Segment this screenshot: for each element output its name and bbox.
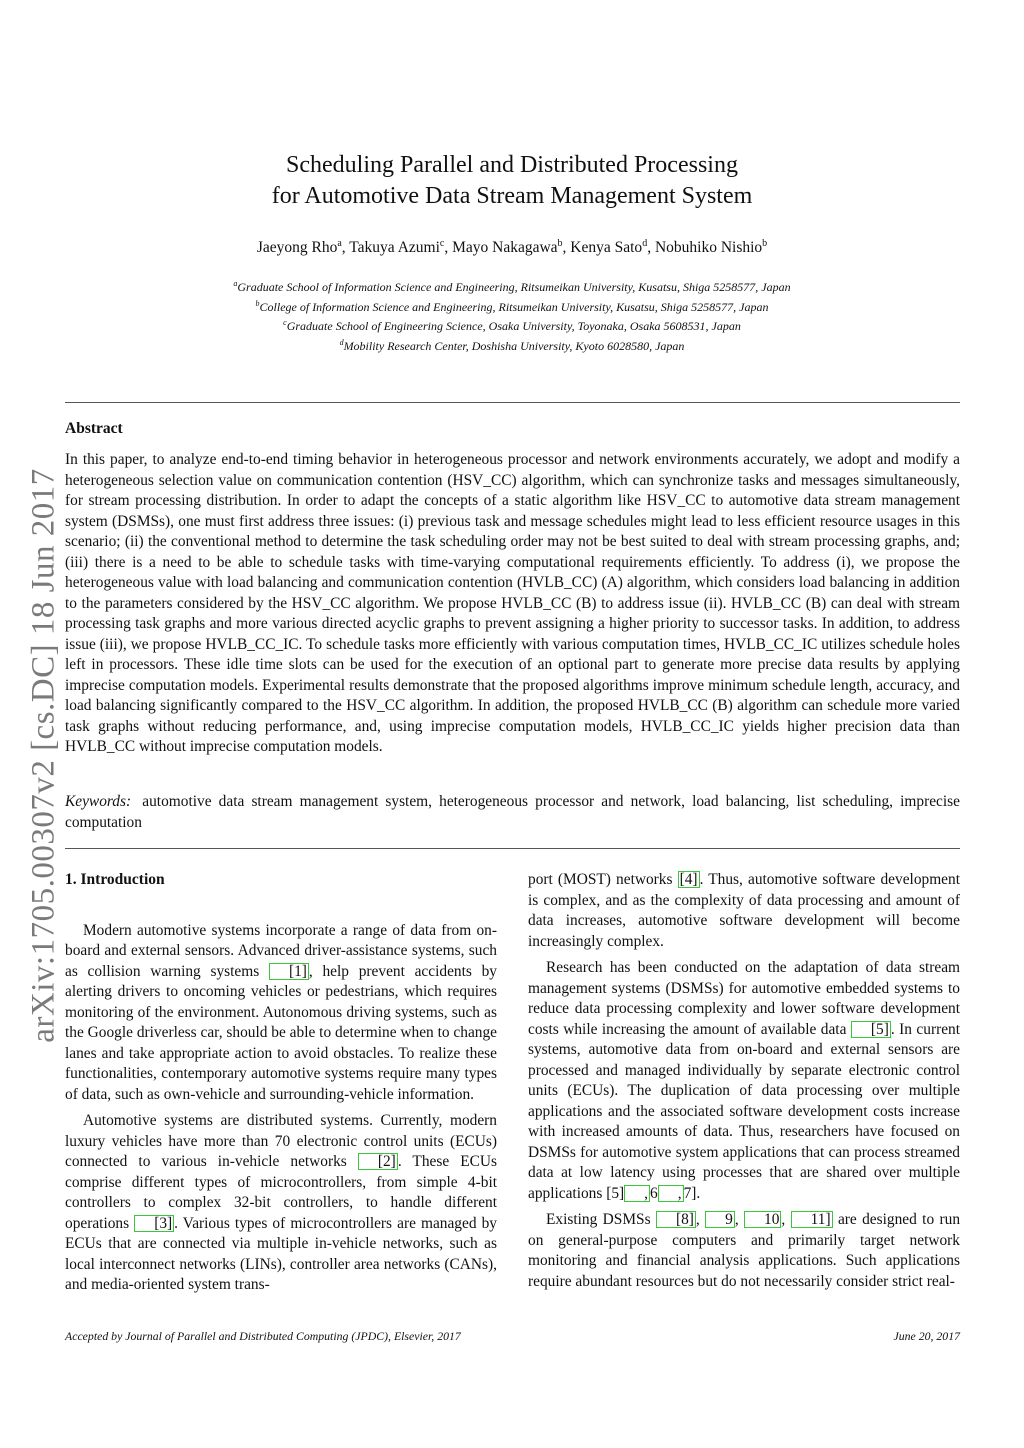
- right-column: [528, 870, 960, 1292]
- affiliation: $^b$College of Information Science and Engineering, Ritsumeikan University, Kusatsu, Shiga 5258577, Japan: [255, 298, 769, 314]
- keywords: [65, 792, 960, 833]
- author: Nobuhiko Nishio$^b$: [654, 238, 768, 257]
- abstract-body: [65, 450, 960, 758]
- arxiv-id: arXiv:1705.00307v2 [cs.DC] 18 Jun 2017: [25, 467, 62, 1043]
- citation-link[interactable]: ,: [624, 1185, 650, 1202]
- citation-link[interactable]: [8]: [656, 1211, 696, 1228]
- paragraph: Automotive systems are distributed systems. Currently, modern luxury vehicles have more than 70 electronic control units (ECUs) connected to various in-vehicle networks [2] . These ECUs comprise different types of microcontrollers, from simple 4-bit controllers to complex 32-bit controllers, to handle different operations [3] . Various types of microcontrollers are managed by ECUs that are connected via multiple in-vehicle networks, such as local interconnect networks (LINs), controller area networks (CANs), and media-oriented system trans-: [65, 1112, 497, 1293]
- keywords-label: Keywords:: [65, 793, 132, 810]
- affiliation: $^a$Graduate School of Information Science and Engineering, Ritsumeikan University, Kusatsu, Shiga 5258577, Japan: [233, 279, 791, 294]
- citation-link[interactable]: [4]: [679, 871, 698, 888]
- paper-title: [0, 150, 1024, 212]
- footer-journal: Accepted by Journal of Parallel and Distributed Computing (JPDC), Elsevier, 2017: [65, 1329, 461, 1343]
- title-line-2: for Automotive Data Stream Management System: [271, 183, 753, 209]
- section-heading: 1. Introduction: [65, 871, 165, 888]
- abstract-heading: Abstract: [65, 420, 123, 437]
- citation-link[interactable]: [1]: [269, 963, 309, 980]
- paragraph: port (MOST) networks [4] . Thus, automotive software development is complex, and as the complexity of data processing and amount of data increases, automotive software development will become increasingly complex.: [528, 871, 960, 950]
- citation-link[interactable]: 9: [705, 1211, 735, 1228]
- citation-link[interactable]: ,: [658, 1185, 684, 1202]
- abstract-text: In this paper, to analyze end-to-end timing behavior in heterogeneous processor and network environments accurately, we adopt and modify a heterogeneous selection value on communication contention (HSV_CC) algorithm, which can synchronize tasks and messages simultaneously, for stream processing distribution. In order to adapt the concepts of a static algorithm like HSV_CC to automotive data stream management system (DSMSs), one must first address three issues: (i) previous task and message schedules might lead to less efficient resource usages in this scenario; (ii) the conventional method to determine the task scheduling order may not be best suited to deal with stream processing graphs, and; (iii) there is a need to be able to schedule tasks with time-varying computational requirements efficiently. To address (i), we propose the heterogeneous value with load balancing and communication contention (HVLB_CC) (A) algorithm, which considers load balancing in addition to the parameters considered by the HSV_CC algorithm. We propose HVLB_CC (B) to address issue (ii). HVLB_CC (B) can deal with stream processing task graphs and more various directed acyclic graphs to prevent assigning a higher priority to successor tasks. In addition, to address issue (iii), we propose HVLB_CC_IC. To schedule tasks more efficiently with various computation times, HVLB_CC_IC utilizes schedule holes left in processors. These idle time slots can be used for the execution of an optional part to generate more precise data results by applying imprecise computation models. Experimental results demonstrate that the proposed algorithms improve minimum schedule length, accuracy, and load balancing significantly compared to the HSV_CC algorithm. In addition, the proposed HVLB_CC (B) algorithm can schedule more varied task graphs without reducing performance, and, using imprecise computation models, HVLB_CC_IC yields higher precision data than HVLB_CC without imprecise computation models.: [65, 451, 960, 755]
- footer-date: June 20, 2017: [893, 1329, 960, 1343]
- left-column: [65, 870, 497, 1296]
- paragraph: Research has been conducted on the adaptation of data stream management systems (DSMSs) for automotive embedded systems to reduce data processing complexity and lower software development costs while increasing the amount of available data [5] . In current systems, automotive data from on-board and external sensors are processed and managed individually by separate electronic control units (ECUs). The duplication of data processing over multiple applications and the associated software development costs increase with increased amounts of data. Thus, researchers have focused on DSMSs for automotive system applications that can process streamed data at low latency using processes that are shared over multiple applications [5] ,6 ,7].: [528, 959, 960, 1202]
- author: Jaeyong Rho$^a$: [256, 238, 342, 257]
- author: Kenya Sato$^d$: [570, 238, 648, 257]
- author: Mayo Nakagawa$^b$: [452, 238, 563, 257]
- author-list: Jaeyong Rho$^a$, Takuya Azumi$^c$, Mayo Nakagawa$^b$, Kenya Sato$^d$, Nobuhiko Nishio$^b$: [256, 238, 768, 257]
- keywords-text: automotive data stream management system, heterogeneous processor and network, load balancing, list scheduling, imprecise computation: [65, 793, 960, 831]
- affiliations: [0, 276, 1024, 354]
- citation-link[interactable]: 11]: [791, 1211, 833, 1228]
- citation-link[interactable]: [3]: [134, 1215, 174, 1232]
- bottom-rule: [65, 848, 960, 849]
- top-rule: [65, 402, 960, 403]
- paragraph: Modern automotive systems incorporate a range of data from on-board and external sensors. Advanced driver-assistance systems, such as collision warning systems [1] , help prevent accidents by alerting drivers to oncoming vehicles or pedestrians, which requires monitoring of the environment. Autonomous driving systems, such as the Google driverless car, should be able to determine when to change lanes and take appropriate action to avoid obstacles. To realize these functionalities, contemporary automotive systems require many types of data, such as own-vehicle and surrounding-vehicle information.: [65, 921, 497, 1103]
- title-line-1: Scheduling Parallel and Distributed Processing: [286, 152, 738, 178]
- affiliation: $^c$Graduate School of Engineering Science, Osaka University, Toyonaka, Osaka 5608531, Japan: [283, 318, 741, 333]
- citation-link[interactable]: [5]: [851, 1021, 891, 1038]
- citation-link[interactable]: 10: [744, 1211, 781, 1228]
- arxiv-stamp: [18, 450, 70, 1060]
- citation-link[interactable]: [2]: [358, 1153, 398, 1170]
- affiliation: $^d$Mobility Research Center, Doshisha University, Kyoto 6028580, Japan: [339, 337, 685, 353]
- author: Takuya Azumi$^c$: [349, 238, 445, 257]
- paragraph: Existing DSMSs [8] , 9 , 10 , 11] are designed to run on general-purpose computers and primarily target network monitoring and financial analysis applications. Such applications require abundant resources but do not necessarily consider strict real-: [528, 1211, 961, 1290]
